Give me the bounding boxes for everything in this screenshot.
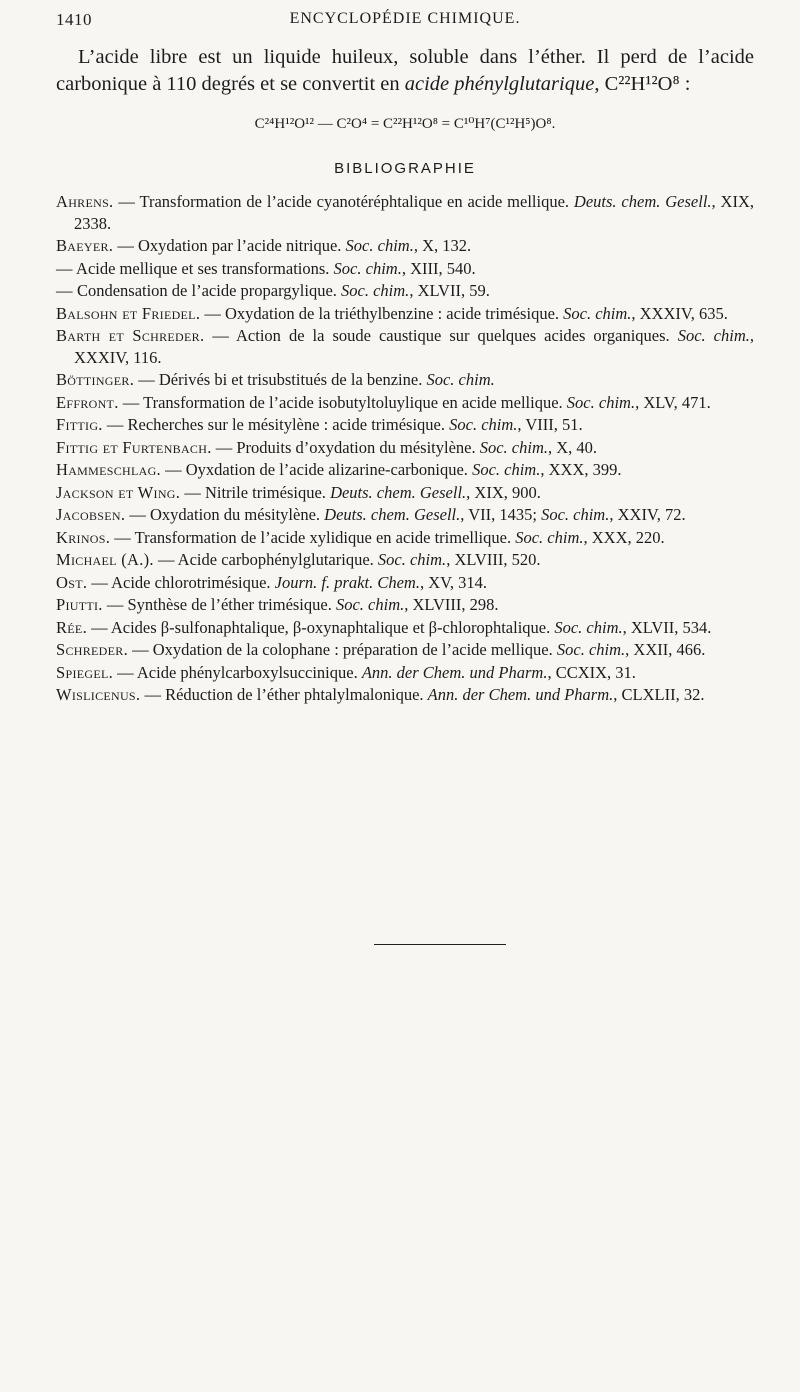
bibliography-entry: [56, 684, 754, 706]
entry-journal: Soc. chim.: [449, 415, 518, 434]
entry-reference: , XLVIII, 298.: [404, 595, 499, 614]
entry-author: Baeyer.: [56, 236, 114, 255]
entry-author: Balsohn et Friedel.: [56, 303, 201, 323]
bibliography-entry: [56, 280, 754, 302]
entry-reference: , XXII, 466.: [625, 640, 706, 659]
page-content: [56, 44, 754, 707]
entry-journal: Deuts. chem. Gesell.: [324, 505, 461, 524]
entry-author: Barth et Schreder.: [56, 326, 205, 345]
bibliography-entry: [56, 549, 754, 571]
bibliography-entry: [56, 303, 754, 325]
running-title: ENCYCLOPÉDIE CHIMIQUE.: [289, 10, 521, 27]
entry-author: Jacobsen.: [56, 505, 126, 524]
entry-author: Hammeschlag.: [56, 460, 161, 479]
entry-journal: Ann. der Chem. und Pharm.: [427, 685, 614, 704]
entry-journal: Soc. chim.: [377, 550, 447, 569]
entry-reference: , VIII, 51.: [517, 415, 583, 434]
bibliography-list: [56, 191, 754, 706]
entry-journal: Soc. chim.: [345, 236, 414, 255]
entry-reference: , X, 40.: [548, 437, 598, 457]
entry-author: Michael (A.).: [56, 550, 154, 569]
entry-title: — Oxydation de la triéthylbenzine : acide trimésique.: [200, 303, 564, 323]
entry-journal: Soc. chim.: [515, 527, 584, 547]
entry-journal-secondary: Soc. chim.: [541, 505, 610, 524]
entry-reference: , XIX, 900.: [466, 482, 541, 502]
bibliography-entry: [56, 437, 754, 459]
bibliography-entry: [56, 572, 754, 594]
entry-title: — Acide carbophénylglutarique.: [153, 550, 378, 569]
entry-reference: , CLXLII, 32.: [613, 685, 705, 704]
entry-reference: , XIX, 2338.: [74, 192, 754, 233]
entry-reference: , X, 132.: [413, 236, 472, 255]
bibliography-entry: [56, 639, 754, 661]
entry-title: — Oxydation de la colophane : préparation de l’acide mellique.: [128, 640, 557, 659]
entry-journal: Journ. f. prakt. Chem.: [274, 572, 420, 592]
entry-journal: Soc. chim.: [566, 392, 636, 412]
entry-title: — Transformation de l’acide cyanotéréphtalique en acide mellique.: [113, 192, 574, 211]
bibliography-entry: [56, 392, 754, 414]
entry-title: — Transformation de l’acide xylidique en acide trimellique.: [110, 527, 516, 547]
entry-journal: Soc. chim.: [472, 460, 541, 479]
entry-journal: Soc. chim.: [333, 258, 402, 278]
entry-journal: Deuts. chem. Gesell.: [330, 482, 467, 502]
bibliography-entry: [56, 527, 754, 549]
entry-title: — Dérivés bi et trisubstitués de la benzine.: [134, 370, 427, 389]
entry-author: —: [56, 281, 73, 300]
entry-reference: , XLV, 471.: [635, 392, 711, 412]
bibliography-entry: [56, 662, 754, 684]
entry-title: — Nitrile trimésique.: [180, 482, 331, 502]
entry-reference: , VII, 1435;: [460, 505, 542, 524]
entry-journal: Ann. der Chem. und Pharm.: [361, 662, 548, 682]
entry-journal: Deuts. chem. Gesell.: [573, 192, 712, 211]
bibliography-entry: [56, 325, 754, 368]
entry-author: Krinos.: [56, 527, 111, 547]
entry-journal: Soc. chim.: [563, 303, 632, 323]
entry-title: — Synthèse de l’éther trimésique.: [102, 595, 336, 614]
entry-reference: , CCXIX, 31.: [547, 662, 636, 682]
bibliography-entry: [56, 482, 754, 504]
chemical-equation: C²⁴H¹²O¹² — C²O⁴ = C²²H¹²O⁸ = C¹⁰H⁷(C¹²H⁵)O⁸.: [254, 116, 556, 132]
entry-journal: Soc. chim.: [335, 595, 405, 614]
entry-author: Jackson et Wing.: [56, 482, 181, 502]
entry-journal: Soc. chim.: [554, 617, 623, 637]
entry-title: — Acide chlorotrimésique.: [87, 572, 275, 592]
entry-reference: , XLVII, 534.: [622, 617, 712, 637]
bibliography-entry: [56, 414, 754, 436]
entry-reference: , XLVII, 59.: [409, 281, 490, 300]
entry-author: Effront.: [56, 392, 119, 412]
entry-author: Böttinger.: [56, 370, 135, 389]
entry-author: Ahrens.: [56, 192, 114, 211]
bibliography-entry: [56, 504, 754, 526]
entry-journal: Soc. chim.: [479, 437, 549, 457]
entry-title: — Oxydation du mésitylène.: [125, 505, 325, 524]
bibliography-entry: [56, 459, 754, 481]
page-number: 1410: [56, 10, 92, 29]
entry-title: — Action de la soude caustique sur quelques acides organiques.: [204, 326, 678, 345]
entry-author: Piutti.: [56, 595, 103, 614]
entry-journal: Soc. chim.: [677, 326, 750, 345]
entry-reference: , XIII, 540.: [401, 258, 476, 278]
entry-reference: , XXX, 399.: [540, 460, 622, 479]
entry-author: Wislicenus.: [56, 685, 141, 704]
entry-author: Ost.: [56, 572, 88, 592]
bibliography-entry: [56, 617, 754, 639]
entry-journal: Soc. chim.: [556, 640, 626, 659]
bibliography-entry: [56, 191, 754, 234]
entry-title: — Réduction de l’éther phtalylmalonique.: [140, 685, 428, 704]
bibliography-heading: BIBLIOGRAPHIE: [334, 160, 476, 177]
entry-author: Rée.: [56, 617, 87, 637]
entry-journal: Soc. chim.: [426, 370, 495, 389]
section-divider: [374, 944, 506, 945]
entry-author: Fittig.: [56, 415, 103, 434]
intro-italic-term: acide phénylglutarique: [404, 73, 595, 95]
bibliography-entry: [56, 369, 754, 391]
entry-title: — Oxydation par l’acide nitrique.: [113, 236, 346, 255]
intro-text-after: , C²²H¹²O⁸ :: [594, 73, 691, 95]
entry-title: — Produits d’oxydation du mésitylène.: [211, 437, 480, 457]
intro-paragraph: [56, 44, 754, 98]
page-header: [56, 10, 754, 34]
entry-title: — Oyxdation de l’acide alizarine-carbonique.: [160, 460, 473, 479]
entry-author: —: [56, 258, 73, 278]
entry-reference: , XXXIV, 635.: [631, 303, 728, 323]
entry-author: Fittig et Furtenbach.: [56, 437, 212, 457]
entry-author: Schreder.: [56, 640, 129, 659]
bibliography-entry: [56, 594, 754, 616]
entry-journal: Soc. chim.: [341, 281, 410, 300]
entry-reference: , XXX, 220.: [583, 527, 665, 547]
entry-title: — Recherches sur le mésitylène : acide trimésique.: [102, 415, 450, 434]
entry-reference: , XXXIV, 116.: [74, 326, 754, 367]
bibliography-entry: [56, 235, 754, 257]
entry-title: — Acide phénylcarboxylsuccinique.: [113, 662, 362, 682]
entry-title: — Transformation de l’acide isobutyltoluylique en acide mellique.: [118, 392, 567, 412]
entry-reference-secondary: , XXIV, 72.: [609, 505, 686, 524]
entry-author: Spiegel.: [56, 662, 114, 682]
entry-title: Condensation de l’acide propargylique.: [72, 281, 342, 300]
bibliography-entry: [56, 258, 754, 280]
entry-reference: , XV, 314.: [419, 572, 488, 592]
entry-title: Acide mellique et ses transformations.: [72, 258, 334, 278]
intro-text-before: L’acide libre est un liquide huileux, soluble dans l’éther. Il perd de l’acide carbonique à 110 degrés et se convertit en: [56, 46, 754, 95]
entry-reference: , XLVIII, 520.: [446, 550, 541, 569]
entry-title: — Acides β-sulfonaphtalique, β-oxynaphtalique et β-chlorophtalique.: [87, 617, 555, 637]
